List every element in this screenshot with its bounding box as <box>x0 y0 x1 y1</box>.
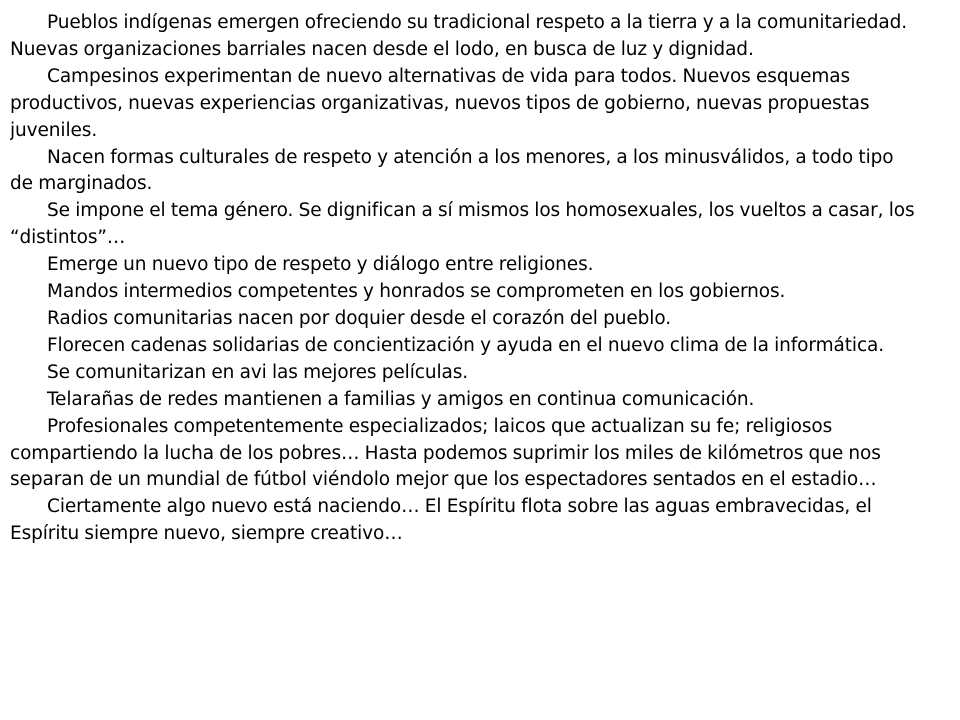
paragraph-radios-comunitarias: Radios comunitarias nacen por doquier desde el corazón del pueblo. <box>47 307 671 329</box>
paragraph-campesinos: Campesinos experimentan de nuevo alternativas de vida para todos. Nuevos esquemas productivos, nuevas experiencias organizativas, nuevos tipos de gobierno, nuevas propuestas juveniles. <box>10 65 870 141</box>
paragraph-formas-culturales: Nacen formas culturales de respeto y atención a los menores, a los minusválidos, a todo tipo de marginados. <box>10 146 894 195</box>
paragraph-pueblos-indigenas: Pueblos indígenas emergen ofreciendo su tradicional respeto a la tierra y a la comunitariedad. Nuevas organizaciones barriales nacen desde el lodo, en busca de luz y dignidad. <box>10 12 907 60</box>
paragraph-dialogo-religiones: Emerge un nuevo tipo de respeto y diálogo entre religiones. <box>47 254 594 276</box>
paragraph-mandos-intermedios: Mandos intermedios competentes y honrados se comprometen en los gobiernos. <box>47 281 786 303</box>
paragraph-profesionales: Profesionales competentemente especializados; laicos que actualizan su fe; religiosos compartiendo la lucha de los pobres… Hasta podemos suprimir los miles de kilómetros que nos separan de un mundial de fútbol viéndolo mejor que los espectadores sentados en el estadio… <box>10 415 881 491</box>
paragraph-algo-nuevo: Ciertamente algo nuevo está naciendo… El Espíritu flota sobre las aguas embravecidas, el Espíritu siempre nuevo, siempre creativo… <box>10 496 872 545</box>
paragraph-tema-genero: Se impone el tema género. Se dignifican a sí mismos los homosexuales, los vueltos a casar, los “distintos”… <box>10 200 915 249</box>
paragraph-cadenas-solidarias: Florecen cadenas solidarias de concientización y ayuda en el nuevo clima de la informática. <box>47 334 885 356</box>
paragraph-redes: Telarañas de redes mantienen a familias y amigos en continua comunicación. <box>47 388 755 410</box>
slide-text-body <box>10 10 915 710</box>
paragraph-peliculas: Se comunitarizan en avi las mejores películas. <box>47 361 469 383</box>
